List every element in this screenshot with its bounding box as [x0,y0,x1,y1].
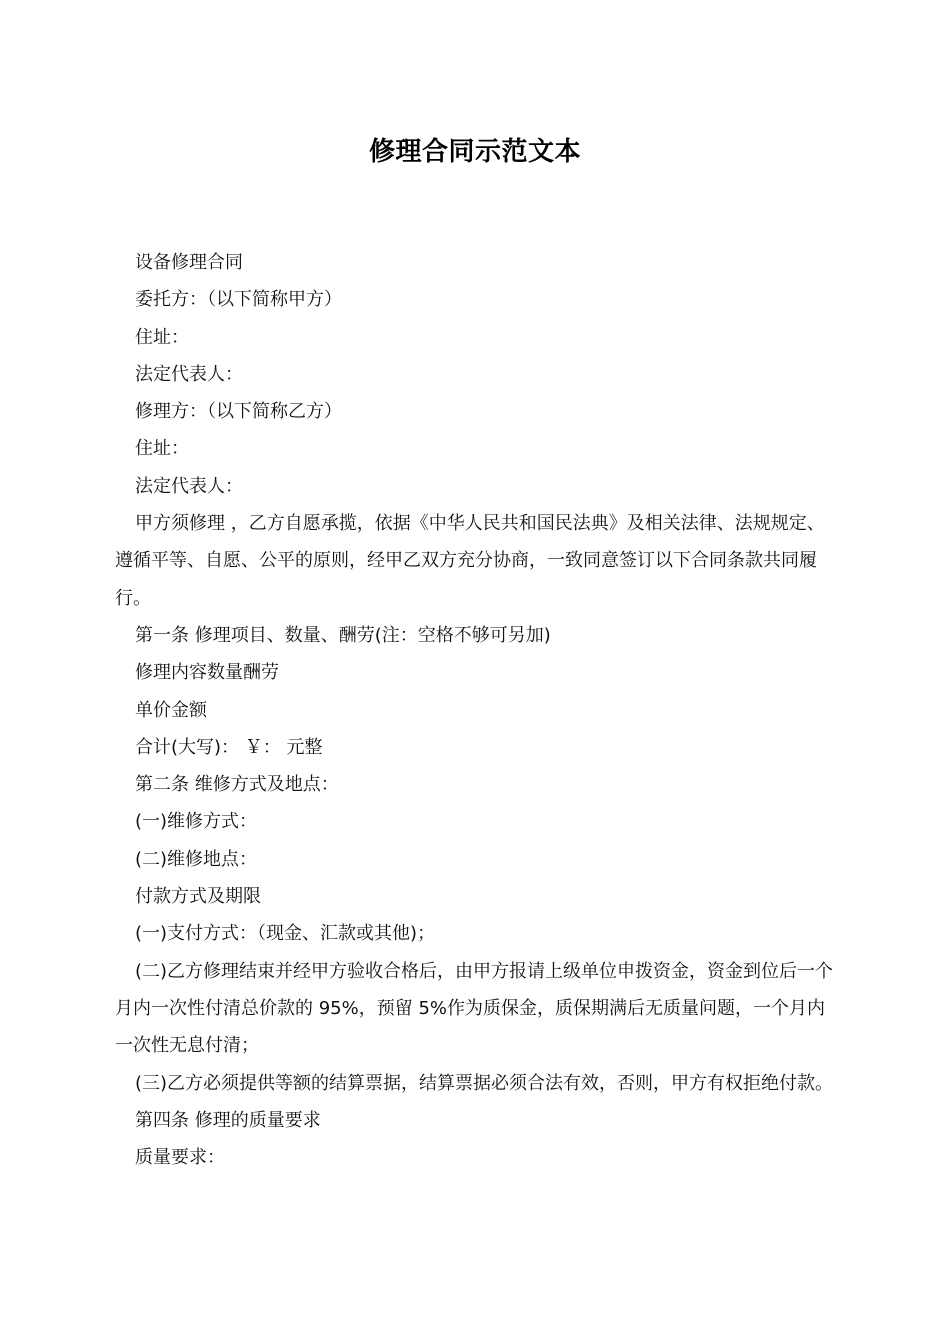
invoice-requirement-paragraph: (三)乙方必须提供等额的结算票据，结算票据必须合法有效，否则，甲方有权拒绝付款。 [135,1072,834,1094]
client-party-line: 委托方：（以下简称甲方） [135,289,342,311]
repair-location-line: (二)维修地点： [135,848,258,870]
article-4-heading: 第四条 修理的质量要求 [135,1109,321,1131]
repair-address-line: 住址： [135,438,189,460]
client-legal-rep-line: 法定代表人： [135,363,243,385]
payment-heading: 付款方式及期限 [135,886,261,908]
repair-party-line: 修理方：（以下简称乙方） [135,401,342,423]
article-1-heading: 第一条 修理项目、数量、酬劳(注：空格不够可另加) [135,624,551,646]
document-body [115,244,840,1176]
repair-items-line: 修理内容数量酬劳 [135,662,279,684]
document-title: 修理合同示范文本 [368,137,581,167]
repair-legal-rep-line: 法定代表人： [135,475,243,497]
quality-requirement-line: 质量要求： [135,1147,225,1169]
payment-terms-paragraph: (二)乙方修理结束并经甲方验收合格后，由甲方报请上级单位申拨资金，资金到位后一个月内一次性付清总价款的 95%，预留 5%作为质保金，质保期满后无质量问题，一个月内一次性无息付清； [115,960,834,1057]
contract-name-line: 设备修理合同 [135,252,243,273]
article-2-heading: 第二条 维修方式及地点： [135,774,339,796]
unit-price-line: 单价金额 [135,699,207,721]
client-address-line: 住址： [135,326,189,348]
payment-method-line: (一)支付方式：（现金、汇款或其他)； [135,923,436,945]
total-amount-line: 合计(大写)： ￥： 元整 [135,736,323,758]
preamble-paragraph: 甲方须修理 ，乙方自愿承揽，依据《中华人民共和国民法典》及相关法律、法规规定、遵循平等、自愿、公平的原则，经甲乙双方充分协商，一致同意签订以下合同条款共同履行。 [115,513,825,609]
repair-method-line: (一)维修方式： [135,811,258,833]
